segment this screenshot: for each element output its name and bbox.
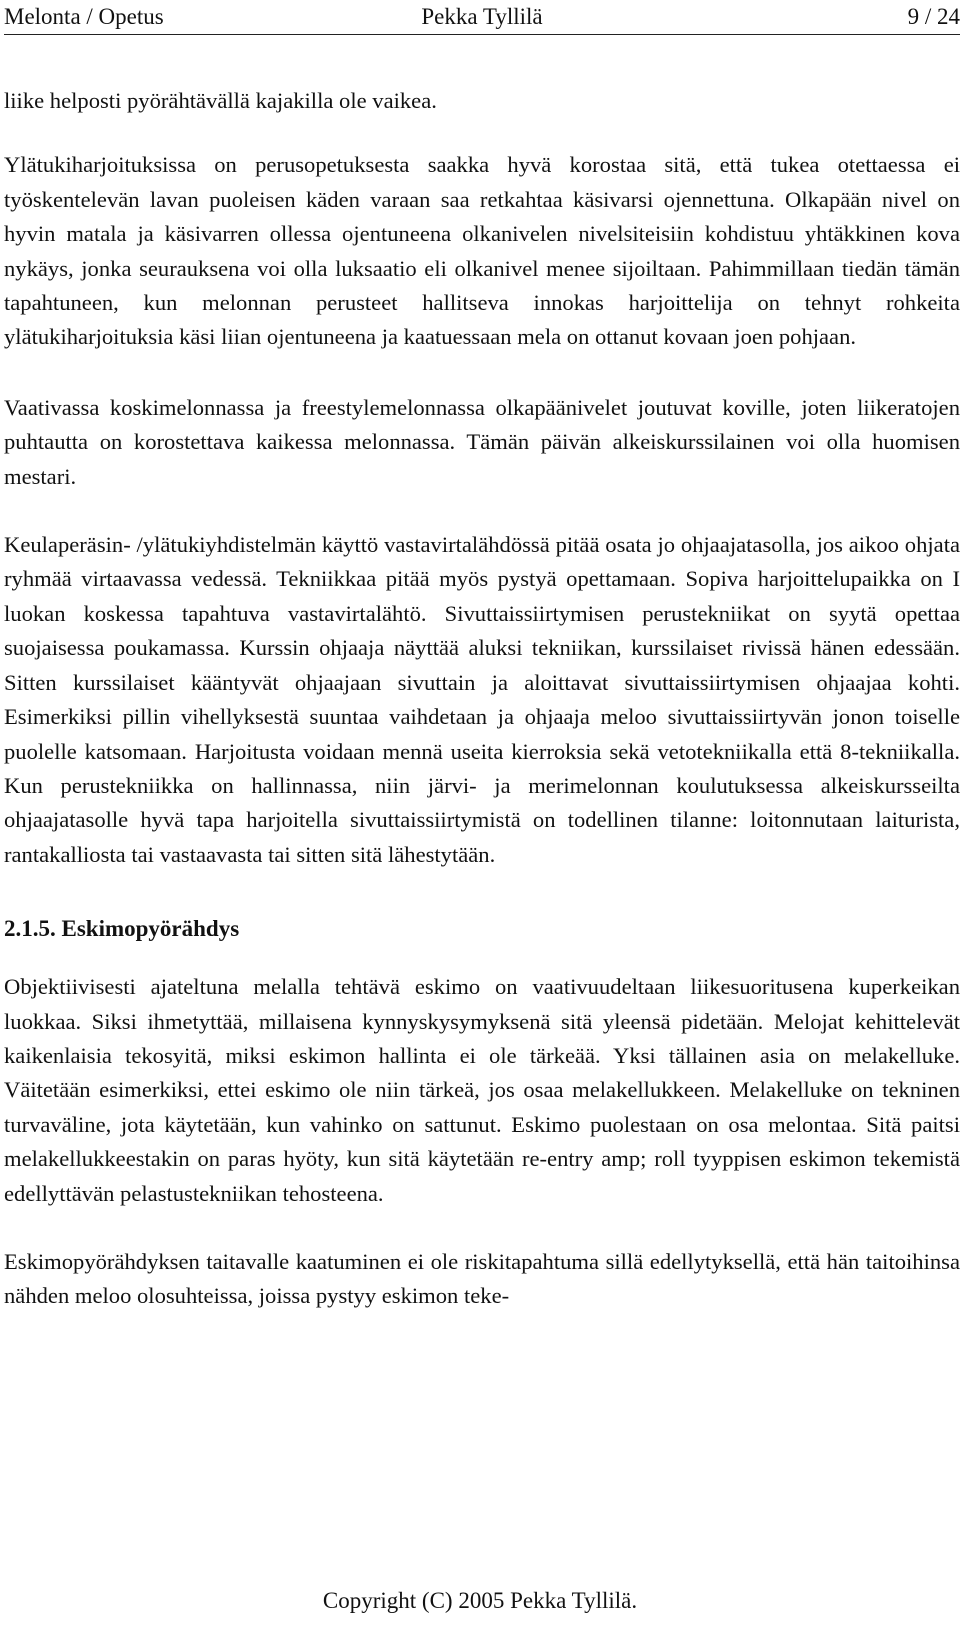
copyright-text: Copyright (C) 2005 Pekka Tyllilä. — [322, 1588, 638, 1613]
header-author: Pekka Tyllilä — [421, 3, 543, 29]
header-section-title: Melonta / Opetus — [4, 3, 164, 29]
document-body — [4, 84, 960, 1314]
paragraph: Ylätukiharjoituksissa on perusopetuksesta saakka hyvä korostaa sitä, että tukea otettaessa ei työskentelevän lavan puoleisen käden varaan saa retkahtaa käsivarsi ojennettuna. Olkapään nivel on hyvin matala ja käsivarren ollessa ojentuneena olkanivelen nivelsiteisiin kohdistuu yhtäkkinen kova nykäys, jonka seurauksena voi olla luksaatio eli olkanivel menee sijoiltaan. Pahimmillaan tiedän tämän tapahtuneen, kun melonnan perusteet hallitseva innokas harjoittelija on tehnyt rohkeita ylätukiharjoituksia käsi liian ojentuneena ja kaatuessaan mela on ottanut kovaan joen pohjaan. — [4, 152, 960, 350]
paragraph: Eskimopyörähdyksen taitavalle kaatuminen ei ole riskitapahtuma sillä edellytyksellä, että hän taitoihinsa nähden meloo olosuhteissa, joissa pystyy eskimon teke- — [4, 1248, 960, 1309]
page-header — [4, 0, 960, 35]
paragraph: Objektiivisesti ajateltuna melalla tehtävä eskimo on vaativuudeltaan liikesuoritusena kuperkeikan luokkaa. Siksi ihmetyttää, millaisena kynnyskysymyksenä sitä yleensä pidetään. Melojat kehittelevät kaikenlaisia tekosyitä, miksi eskimon hallinta ei ole tärkeää. Yksi tällainen asia on melakelluke. Väitetään esimerkiksi, ettei eskimo ole niin tärkeä, jos osaa melakellukkeen. Melakelluke on tekninen turvaväline, jota käytetään, kun vahinko on sattunut. Eskimo puolestaan on osa melontaa. Sitä paitsi melakellukkeestakin on paras hyöty, kun sitä käytetään re-entry amp; roll tyyppisen eskimon tekemistä edellyttävän pelastustekniikan tehosteena. — [4, 974, 960, 1206]
page-number: 9 / 24 — [907, 3, 960, 29]
paragraph: Keulaperäsin- /ylätukiyhdistelmän käyttö vastavirtalähdössä pitää osata jo ohjaajatasolla, jos aikoo ohjata ryhmää virtaavassa vedessä. Tekniikkaa pitää myös pystyä opettamaan. Sopiva harjoittelupaikka on I luokan koskessa tapahtuva vastavirtalähtö. Sivuttaissiirtymisen perustekniikat on syytä opettaa suojaisessa poukamassa. Kurssin ohjaaja näyttää aluksi tekniikan, kurssilaiset rivissä hänen edessään. Sitten kurssilaiset kääntyvät ohjaajaan sivuttain ja aloittavat sivuttaissiirtymisen ohjaajaa kohti. Esimerkiksi pillin vihellyksestä suuntaa vaihdetaan ja ohjaaja meloo sivuttaissiirtyvän jonon toiselle puolelle katsomaan. Harjoitusta voidaan mennä useita kierroksia sekä vetotekniikalla että 8-tekniikalla. Kun perustekniikka on hallinnassa, niin järvi- ja merimelonnan koulutuksessa alkeiskursseilta ohjaajatasolle hyvä tapa harjoitella sivuttaissiirtymistä on todellinen tilanne: loitonnutaan laiturista, rantakalliosta tai vastaavasta tai sitten sitä lähestytään. — [4, 532, 960, 867]
page-footer — [0, 1584, 960, 1618]
paragraph: Vaativassa koskimelonnassa ja freestylemelonnassa olkapäänivelet joutuvat koville, joten liikeratojen puhtautta on korostettava kaikessa melonnassa. Tämän päivän alkeiskurssilainen voi olla huomisen mestari. — [4, 394, 960, 489]
paragraph: liike helposti pyörähtävällä kajakilla ole vaikea. — [4, 88, 437, 113]
section-heading: 2.1.5. Eskimopyörähdys — [4, 916, 240, 942]
